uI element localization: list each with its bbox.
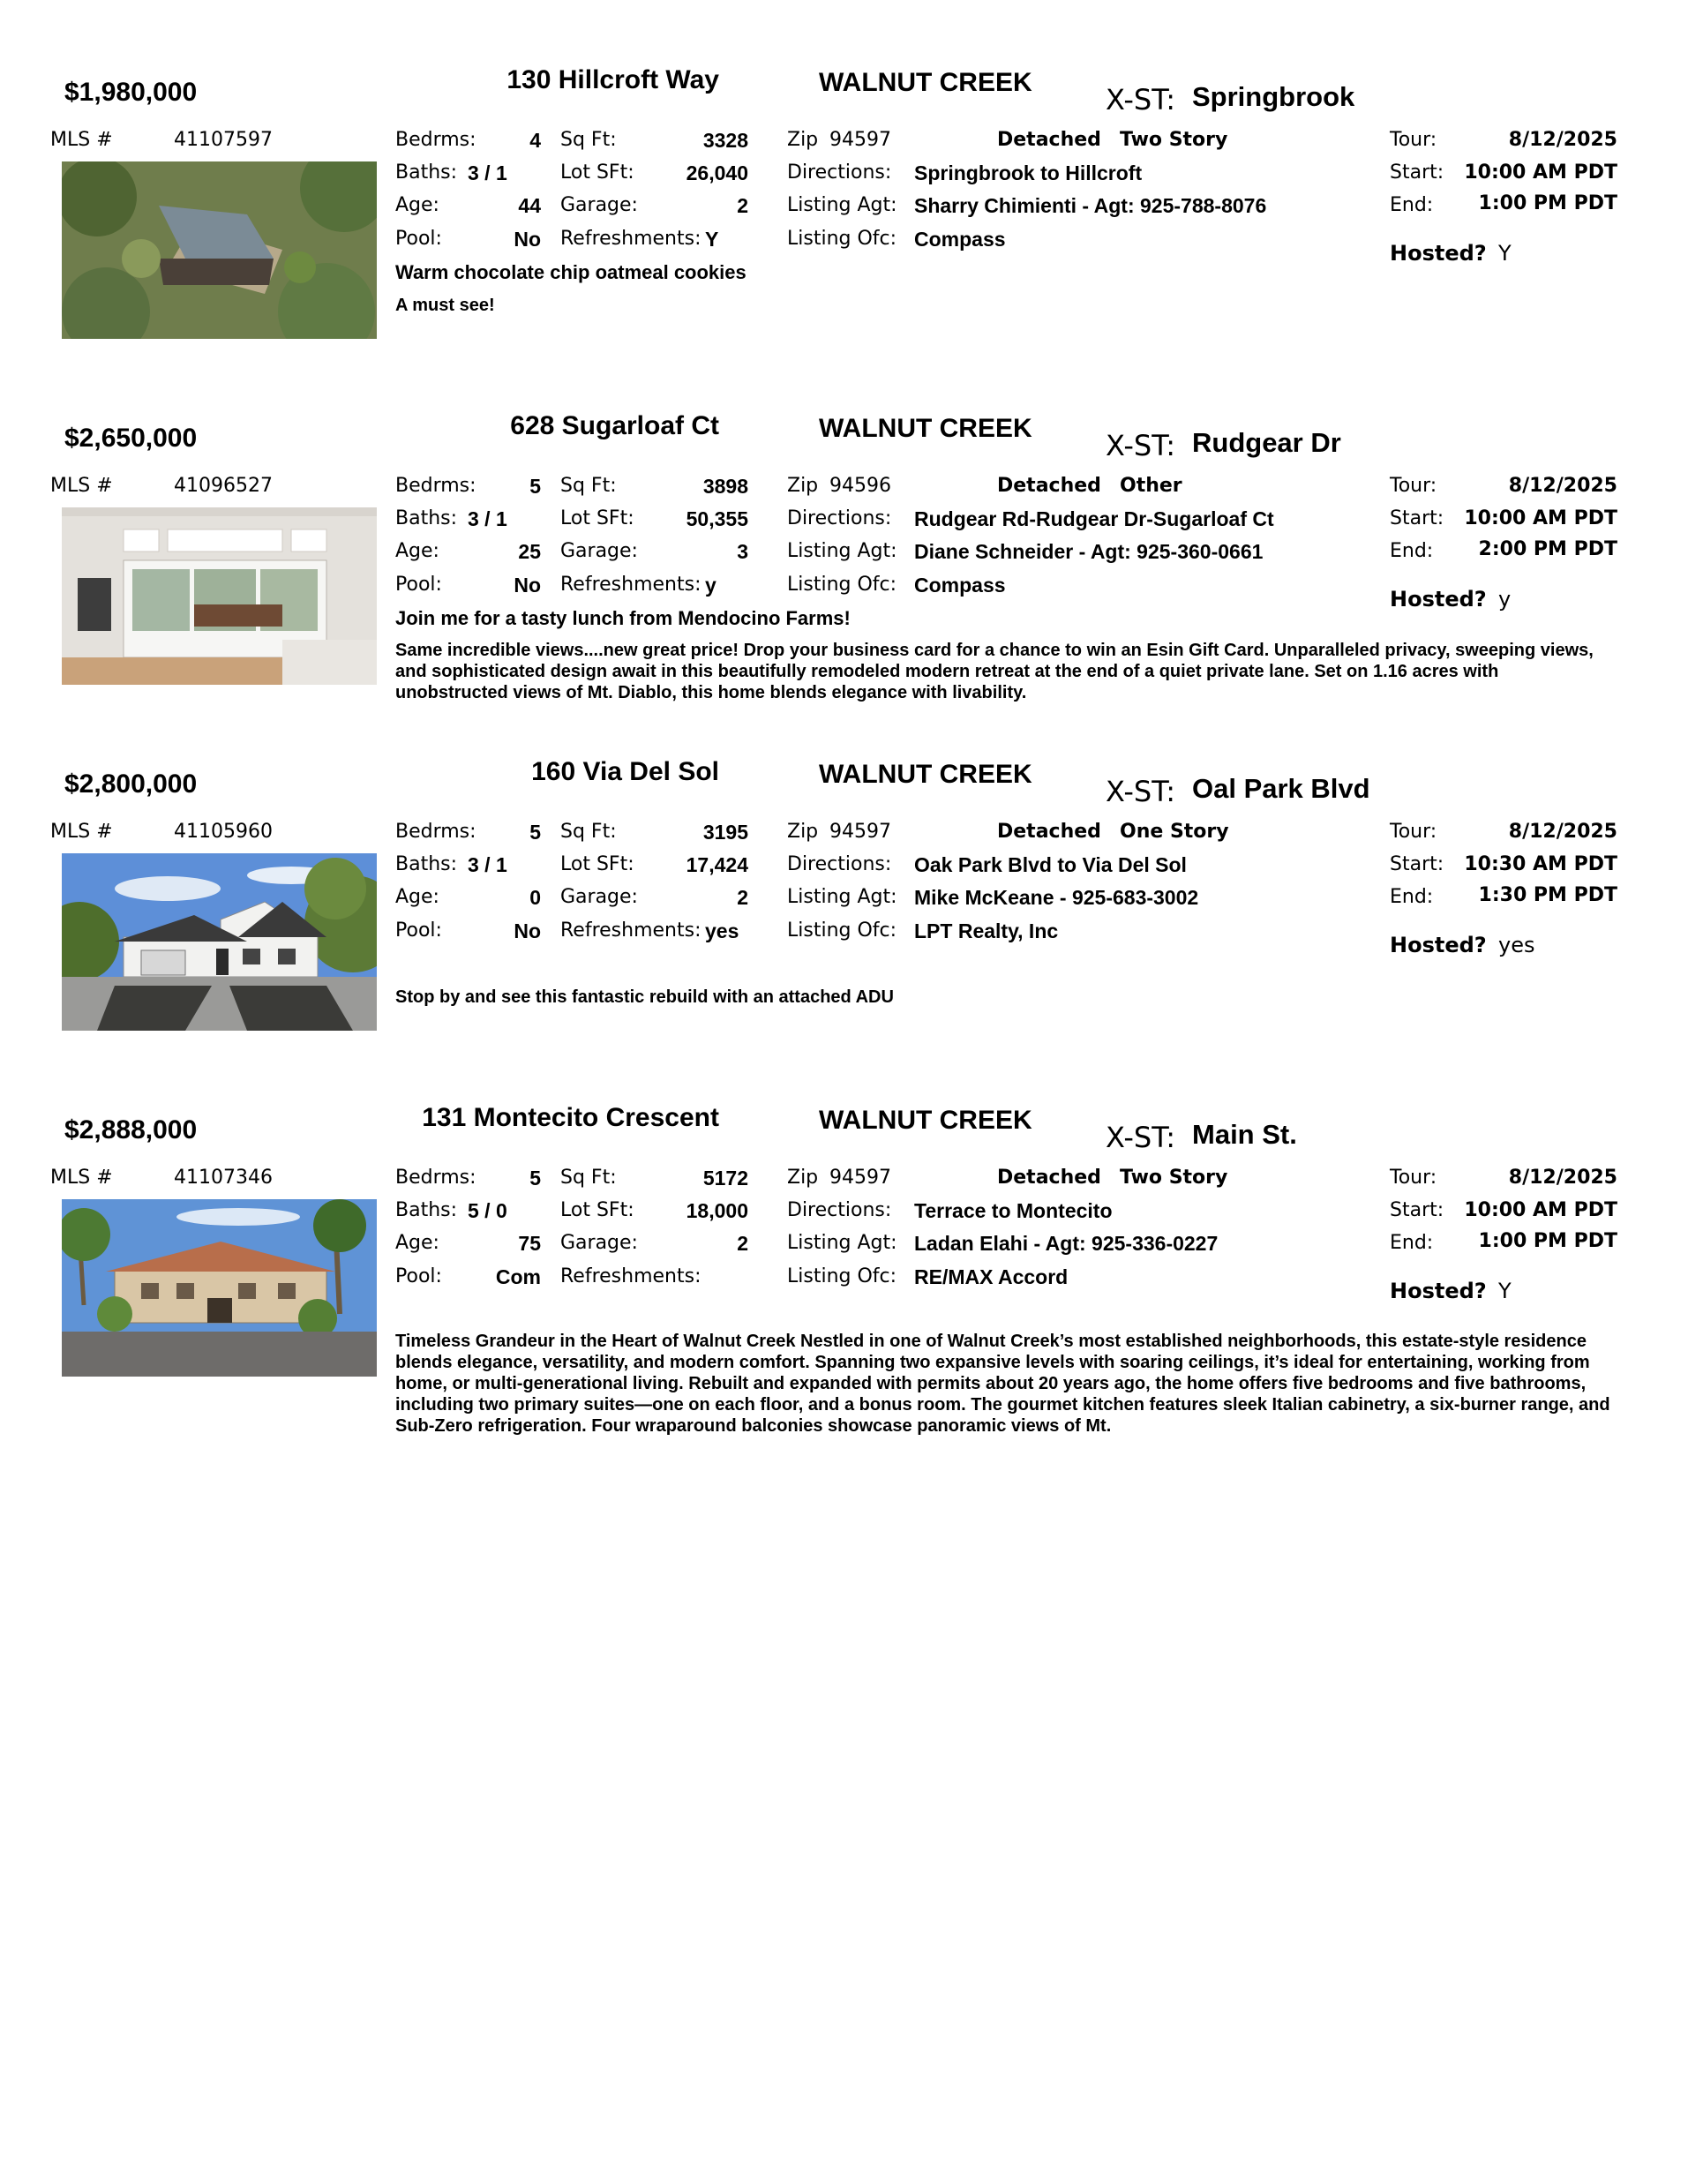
lot-sqft-label: Lot SFt: [560, 1199, 634, 1221]
pool-label: Pool: [395, 574, 442, 596]
listing-city: WALNUT CREEK [819, 68, 1032, 97]
listing-city: WALNUT CREEK [819, 760, 1032, 789]
sqft-label: Sq Ft: [560, 129, 617, 151]
property-style: Two Story [1120, 129, 1228, 151]
garage-value: 2 [737, 1232, 748, 1255]
mls-label: MLS # [50, 129, 113, 151]
baths-value: 3 / 1 [468, 161, 507, 184]
property-style: One Story [1120, 821, 1229, 843]
listing-agent-label: Listing Agt: [787, 540, 897, 562]
age-value: 25 [518, 540, 541, 563]
baths-label: Baths: [395, 853, 458, 875]
listing-office-value: Compass [914, 574, 1006, 597]
baths-label: Baths: [395, 161, 458, 184]
cross-street-label: X-ST: [1106, 1121, 1175, 1154]
tour-date: 8/12/2025 [1508, 1167, 1617, 1189]
end-label: End: [1390, 1232, 1434, 1254]
bedrooms-value: 4 [529, 129, 541, 152]
listing-address: 130 Hillcroft Way [506, 65, 719, 94]
age-label: Age: [395, 886, 439, 908]
cross-street: Rudgear Dr [1192, 427, 1341, 458]
sqft-label: Sq Ft: [560, 821, 617, 843]
start-time: 10:30 AM PDT [1464, 853, 1617, 875]
listing-agent-value: Sharry Chimienti - Agt: 925-788-8076 [914, 194, 1267, 217]
garage-value: 3 [737, 540, 748, 563]
sqft-value: 3898 [702, 475, 748, 498]
hosted-value: Y [1498, 1279, 1512, 1303]
refreshments-label: Refreshments: [560, 574, 701, 596]
zip-value: 94597 [829, 821, 891, 843]
bedrooms-label: Bedrms: [395, 129, 476, 151]
cross-street: Oal Park Blvd [1192, 773, 1370, 804]
tour-label: Tour: [1390, 1167, 1437, 1189]
listing-price: $2,800,000 [64, 769, 198, 799]
bedrooms-value: 5 [529, 475, 541, 498]
tour-label: Tour: [1390, 129, 1437, 151]
tour-date: 8/12/2025 [1508, 821, 1617, 843]
sqft-label: Sq Ft: [560, 475, 617, 497]
age-label: Age: [395, 194, 439, 216]
baths-value: 5 / 0 [468, 1199, 507, 1222]
age-value: 0 [529, 886, 541, 909]
cross-street: Main St. [1192, 1119, 1297, 1150]
tour-label: Tour: [1390, 475, 1437, 497]
bedrooms-value: 5 [529, 821, 541, 844]
listing-description: Stop by and see this fantastic rebuild with an attached ADU [395, 987, 894, 1007]
tour-date: 8/12/2025 [1508, 475, 1617, 497]
property-type: Detached [997, 129, 1101, 151]
bedrooms-label: Bedrms: [395, 1167, 476, 1189]
listing-note: Join me for a tasty lunch from Mendocino Farms! [395, 607, 851, 629]
listing-office-value: Compass [914, 228, 1006, 251]
garage-label: Garage: [560, 886, 638, 908]
hosted-value: y [1498, 587, 1512, 612]
cross-street-label: X-ST: [1106, 429, 1175, 462]
lot-sqft-label: Lot SFt: [560, 507, 634, 529]
zip-label: Zip [787, 821, 819, 843]
listing-photo [62, 1199, 377, 1377]
listing-office-value: LPT Realty, Inc [914, 919, 1059, 942]
hosted-value: Y [1498, 241, 1512, 266]
directions-label: Directions: [787, 1199, 892, 1221]
listing-photo [62, 507, 377, 685]
listing-address: 160 Via Del Sol [531, 757, 719, 786]
zip-value: 94596 [829, 475, 891, 497]
listing-note: Warm chocolate chip oatmeal cookies [395, 261, 746, 283]
pool-label: Pool: [395, 1265, 442, 1287]
mls-number: 41107346 [174, 1167, 273, 1189]
baths-value: 3 / 1 [468, 507, 507, 530]
baths-label: Baths: [395, 507, 458, 529]
refreshments-label: Refreshments: [560, 228, 701, 250]
pool-value: No [514, 228, 541, 251]
listing-city: WALNUT CREEK [819, 1106, 1032, 1135]
listing-office-value: RE/MAX Accord [914, 1265, 1069, 1288]
listing-agent-value: Diane Schneider - Agt: 925-360-0661 [914, 540, 1264, 563]
directions-value: Springbrook to Hillcroft [914, 161, 1143, 184]
zip-label: Zip [787, 475, 819, 497]
listing-agent-label: Listing Agt: [787, 1232, 897, 1254]
cross-street-label: X-ST: [1106, 775, 1175, 808]
lot-sqft-label: Lot SFt: [560, 161, 634, 184]
lot-sqft-label: Lot SFt: [560, 853, 634, 875]
lot-sqft-value: 26,040 [686, 161, 748, 184]
listing-agent-label: Listing Agt: [787, 194, 897, 216]
listing-agent-value: Ladan Elahi - Agt: 925-336-0227 [914, 1232, 1219, 1255]
end-time: 2:00 PM PDT [1478, 538, 1617, 560]
bedrooms-label: Bedrms: [395, 821, 476, 843]
mls-label: MLS # [50, 1167, 113, 1189]
pool-label: Pool: [395, 228, 442, 250]
listing-description: A must see! [395, 296, 495, 315]
zip-label: Zip [787, 129, 819, 151]
listing-card [0, 692, 1688, 1027]
listing-card [0, 0, 1688, 335]
listing-card [0, 346, 1688, 702]
directions-value: Oak Park Blvd to Via Del Sol [914, 853, 1187, 876]
refreshments-label: Refreshments: [560, 919, 701, 942]
age-label: Age: [395, 1232, 439, 1254]
property-type: Detached [997, 821, 1101, 843]
listing-price: $1,980,000 [64, 78, 198, 107]
listing-photo [62, 853, 377, 1031]
end-time: 1:00 PM PDT [1478, 192, 1617, 214]
listing-card [0, 1038, 1688, 1436]
property-type: Detached [997, 475, 1101, 497]
listing-office-label: Listing Ofc: [787, 919, 897, 942]
bedrooms-value: 5 [529, 1167, 541, 1190]
listing-price: $2,888,000 [64, 1115, 198, 1145]
mls-label: MLS # [50, 475, 113, 497]
pool-value: Com [495, 1265, 541, 1288]
start-label: Start: [1390, 507, 1444, 529]
refreshments-value: Y [705, 228, 719, 251]
mls-number: 41107597 [174, 129, 273, 151]
refreshments-label: Refreshments: [560, 1265, 701, 1287]
age-value: 75 [518, 1232, 541, 1255]
hosted-value: yes [1498, 933, 1535, 957]
listing-agent-label: Listing Agt: [787, 886, 897, 908]
end-time: 1:00 PM PDT [1478, 1230, 1617, 1252]
end-time: 1:30 PM PDT [1478, 884, 1617, 906]
listing-photo [62, 161, 377, 339]
pool-label: Pool: [395, 919, 442, 942]
sqft-value: 3328 [702, 129, 748, 152]
mls-number: 41105960 [174, 821, 273, 843]
mls-label: MLS # [50, 821, 113, 843]
tour-date: 8/12/2025 [1508, 129, 1617, 151]
listing-agent-value: Mike McKeane - 925-683-3002 [914, 886, 1199, 909]
start-time: 10:00 AM PDT [1464, 1199, 1617, 1221]
listing-address: 628 Sugarloaf Ct [510, 411, 719, 440]
directions-value: Rudgear Rd-Rudgear Dr-Sugarloaf Ct [914, 507, 1274, 530]
listing-description: Same incredible views....new great price! Drop your business card for a chance to win an Esin Gift Card. Unparalleled privacy, sweeping views, and sophisticated design await in this beautifully remodeled modern retreat at the end of a quiet private lane. Set on 1.16 acres with unobstructed views of Mt. Diablo, this home blends elegance with livability. [395, 641, 1594, 702]
lot-sqft-value: 17,424 [686, 853, 748, 876]
hosted-label: Hosted? [1390, 587, 1487, 612]
bedrooms-label: Bedrms: [395, 475, 476, 497]
hosted-label: Hosted? [1390, 1279, 1487, 1303]
garage-label: Garage: [560, 1232, 638, 1254]
pool-value: No [514, 919, 541, 942]
zip-value: 94597 [829, 1167, 891, 1189]
hosted-label: Hosted? [1390, 933, 1487, 957]
directions-label: Directions: [787, 507, 892, 529]
end-label: End: [1390, 540, 1434, 562]
age-value: 44 [518, 194, 541, 217]
listing-office-label: Listing Ofc: [787, 228, 897, 250]
garage-label: Garage: [560, 540, 638, 562]
end-label: End: [1390, 886, 1434, 908]
directions-value: Terrace to Montecito [914, 1199, 1113, 1222]
refreshments-value: yes [705, 919, 739, 942]
hosted-label: Hosted? [1390, 241, 1487, 266]
start-label: Start: [1390, 1199, 1444, 1221]
cross-street: Springbrook [1192, 81, 1355, 112]
property-style: Two Story [1120, 1167, 1228, 1189]
property-type: Detached [997, 1167, 1101, 1189]
start-time: 10:00 AM PDT [1464, 161, 1617, 184]
listing-city: WALNUT CREEK [819, 414, 1032, 443]
directions-label: Directions: [787, 161, 892, 184]
pool-value: No [514, 574, 541, 597]
start-label: Start: [1390, 161, 1444, 184]
zip-value: 94597 [829, 129, 891, 151]
zip-label: Zip [787, 1167, 819, 1189]
listing-office-label: Listing Ofc: [787, 574, 897, 596]
listing-price: $2,650,000 [64, 424, 198, 453]
tour-label: Tour: [1390, 821, 1437, 843]
sqft-label: Sq Ft: [560, 1167, 617, 1189]
lot-sqft-value: 50,355 [686, 507, 748, 530]
directions-label: Directions: [787, 853, 892, 875]
garage-value: 2 [737, 194, 748, 217]
refreshments-value: y [705, 574, 716, 597]
cross-street-label: X-ST: [1106, 83, 1175, 116]
listing-office-label: Listing Ofc: [787, 1265, 897, 1287]
start-time: 10:00 AM PDT [1464, 507, 1617, 529]
listing-description: Timeless Grandeur in the Heart of Walnut Creek Nestled in one of Walnut Creek’s most established neighborhoods, this estate-style residence blends elegance, versatility, and modern comfort. Spanning two expansive levels with soaring ceilings, it’s ideal for entertaining, working from home, or multi-generational living. Rebuilt and expanded with permits about 20 years ago, the home offers five bedrooms and five bathrooms, including two primary suites—one on each floor, and a bonus room. The gourmet kitchen features sleek Italian cabinetry, a six-burner range, and Sub-Zero refrigeration. Four wraparound balconies showcase panoramic views of Mt. [395, 1332, 1610, 1436]
age-label: Age: [395, 540, 439, 562]
start-label: Start: [1390, 853, 1444, 875]
listing-address: 131 Montecito Crescent [422, 1103, 719, 1132]
sqft-value: 5172 [702, 1167, 748, 1190]
baths-label: Baths: [395, 1199, 458, 1221]
mls-number: 41096527 [174, 475, 273, 497]
baths-value: 3 / 1 [468, 853, 507, 876]
end-label: End: [1390, 194, 1434, 216]
property-style: Other [1120, 475, 1182, 497]
garage-value: 2 [737, 886, 748, 909]
lot-sqft-value: 18,000 [686, 1199, 748, 1222]
garage-label: Garage: [560, 194, 638, 216]
sqft-value: 3195 [702, 821, 748, 844]
